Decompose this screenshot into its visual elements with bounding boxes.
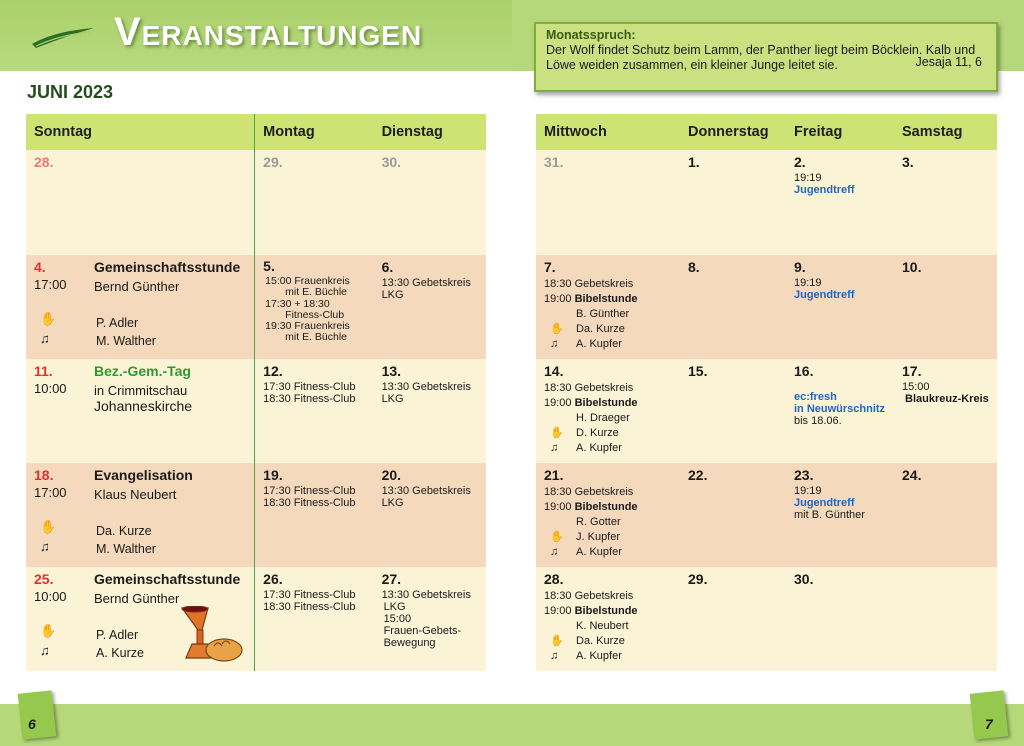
date: 3. xyxy=(902,154,914,170)
music-note-icon: ♫ xyxy=(40,643,50,658)
event-title: Jugendtreff xyxy=(794,497,855,509)
event-time: 17:00 xyxy=(34,277,67,292)
date: 5. xyxy=(263,258,275,274)
line: 15:00 xyxy=(383,613,412,625)
event-title: ec:fresh xyxy=(794,391,837,403)
cell-tuesday xyxy=(374,359,486,463)
line: 13:30 Gebetskreis xyxy=(381,381,471,393)
person: J. Kupfer xyxy=(576,531,621,543)
event-extra: bis 18.06. xyxy=(794,415,842,427)
event-time: 19:00 xyxy=(544,605,572,617)
calendar-right xyxy=(536,114,997,671)
date: 6. xyxy=(381,259,394,275)
date: 8. xyxy=(688,259,700,275)
date: 2. xyxy=(794,154,806,170)
cell-wednesday xyxy=(536,150,680,255)
event-time: 19:00 xyxy=(544,397,572,409)
date: 13. xyxy=(381,363,402,379)
cell-wednesday xyxy=(536,463,680,567)
event-line: 18:30 Gebetskreis xyxy=(544,382,634,394)
person: Da. Kurze xyxy=(576,323,625,335)
event-location: in Neuwürschnitz xyxy=(794,403,886,415)
cell-tuesday xyxy=(374,150,486,255)
event-title: Evangelisation xyxy=(94,467,193,483)
event-title: Jugendtreff xyxy=(794,289,855,301)
event-time: 10:00 xyxy=(34,589,67,604)
cell-tuesday xyxy=(374,255,486,359)
date: 1. xyxy=(688,154,700,170)
person: A. Kupfer xyxy=(576,338,622,350)
event-title: Bibelstunde xyxy=(574,293,638,305)
person: K. Neubert xyxy=(576,620,629,632)
date: 28. xyxy=(34,154,54,170)
line: 17:30 Fitness-Club xyxy=(263,589,356,601)
event-title: Bibelstunde xyxy=(574,397,638,409)
music-note-icon: ♫ xyxy=(550,442,559,454)
cell-friday xyxy=(786,150,894,255)
date: 7. xyxy=(544,259,556,275)
line: LKG xyxy=(383,601,406,613)
date: 15. xyxy=(688,363,708,379)
event-line: 18:30 Gebetskreis xyxy=(544,590,634,602)
date: 21. xyxy=(544,467,564,483)
music-note-icon: ♫ xyxy=(550,546,559,558)
date: 26. xyxy=(263,571,283,587)
line: LKG xyxy=(381,393,404,405)
brush-stroke-icon xyxy=(30,26,96,50)
hand-icon: ✋ xyxy=(550,635,564,647)
cell-friday xyxy=(786,359,894,463)
hand-icon: ✋ xyxy=(550,323,564,335)
person: R. Gotter xyxy=(576,516,621,528)
line: Frauen-Gebets- xyxy=(383,625,462,637)
day-header-freitag: Freitag xyxy=(786,114,894,150)
event-detail: Bernd Günther xyxy=(94,279,180,294)
cell-friday xyxy=(786,463,894,567)
page-tab-left xyxy=(18,690,57,739)
monatsspruch-box xyxy=(534,22,998,92)
event-time: 19:00 xyxy=(544,293,572,305)
cell-saturday xyxy=(894,463,997,567)
spruch-reference: Jesaja 11, 6 xyxy=(915,55,982,69)
date: 29. xyxy=(263,154,283,170)
event-title: Gemeinschaftsstunde xyxy=(94,571,241,587)
cell-saturday xyxy=(894,359,997,463)
date: 12. xyxy=(263,363,283,379)
line: LKG xyxy=(381,497,404,509)
cell-thursday xyxy=(680,255,786,359)
cell-thursday xyxy=(680,359,786,463)
event-time: 19:19 xyxy=(794,277,822,289)
date: 16. xyxy=(794,363,814,379)
event-detail: Klaus Neubert xyxy=(94,487,177,502)
hand-icon: ✋ xyxy=(40,311,57,326)
date: 19. xyxy=(263,467,283,483)
line: 17:30 Fitness-Club xyxy=(263,381,356,393)
person: A. Kupfer xyxy=(576,650,622,662)
person: Da. Kurze xyxy=(96,524,152,538)
person: Da. Kurze xyxy=(576,635,625,647)
person: B. Günther xyxy=(576,308,630,320)
line: Bewegung xyxy=(383,637,436,649)
event-extra: mit B. Günther xyxy=(794,509,865,521)
date: 20. xyxy=(381,467,402,483)
event-time: 17:00 xyxy=(34,485,67,500)
date: 24. xyxy=(902,467,922,483)
cell-monday xyxy=(255,255,374,359)
event-time: 19:00 xyxy=(544,501,572,513)
cell-monday xyxy=(255,567,374,671)
day-header-sonntag: Sonntag xyxy=(26,114,255,150)
music-note-icon: ♫ xyxy=(550,338,559,350)
spruch-text: Der Wolf findet Schutz beim Lamm, der Panther liegt beim Böcklein. Kalb und Löwe weiden zusammen, ein kleiner Junge leitet sie. xyxy=(546,43,976,72)
cell-thursday xyxy=(680,567,786,671)
month-heading: JUNI 2023 xyxy=(27,82,114,102)
page-number-left: 6 xyxy=(28,716,36,732)
music-note-icon: ♫ xyxy=(40,539,50,554)
hand-icon: ✋ xyxy=(550,531,564,543)
calendar-left xyxy=(26,114,486,671)
event-title: Jugendtreff xyxy=(794,184,855,196)
person: A. Kupfer xyxy=(576,442,622,454)
hand-icon: ✋ xyxy=(40,623,57,638)
cell-monday xyxy=(255,150,374,255)
date: 4. xyxy=(34,259,46,275)
cell-sunday xyxy=(26,255,255,359)
line: mit E. Büchle xyxy=(285,331,348,344)
cell-monday xyxy=(255,359,374,463)
page-tab-right xyxy=(970,690,1009,739)
line: 13:30 Gebetskreis xyxy=(381,485,471,497)
line: 18:30 Fitness-Club xyxy=(263,393,356,405)
day-header-montag: Montag xyxy=(255,114,374,150)
event-detail: in Crimmitschau xyxy=(94,383,188,398)
cell-tuesday xyxy=(374,463,486,567)
cell-sunday xyxy=(26,463,255,567)
cell-saturday xyxy=(894,567,997,671)
event-time: 19:19 xyxy=(794,485,822,497)
event-time: 10:00 xyxy=(34,381,67,396)
event-line: 18:30 Gebetskreis xyxy=(544,486,634,498)
cell-sunday xyxy=(26,150,255,255)
person: M. Walther xyxy=(96,334,156,348)
date: 11. xyxy=(34,363,53,379)
cell-saturday xyxy=(894,150,997,255)
person: P. Adler xyxy=(96,628,139,642)
cell-monday xyxy=(255,463,374,567)
person: P. Adler xyxy=(96,316,139,330)
line: 19:30 Frauenkreis xyxy=(265,320,350,333)
person: A. Kurze xyxy=(96,646,144,660)
hand-icon: ✋ xyxy=(550,427,564,439)
date: 27. xyxy=(381,571,402,587)
cell-wednesday xyxy=(536,567,680,671)
date: 18. xyxy=(34,467,54,483)
line: mit E. Büchle xyxy=(285,286,348,299)
event-title: Bibelstunde xyxy=(574,605,638,617)
person: D. Kurze xyxy=(576,427,619,439)
date: 10. xyxy=(902,259,922,275)
line: 13:30 Gebetskreis xyxy=(381,589,471,601)
page-number-right: 7 xyxy=(985,716,993,732)
cell-friday xyxy=(786,255,894,359)
event-detail: Bernd Günther xyxy=(94,591,180,606)
date: 31. xyxy=(544,154,564,170)
date: 22. xyxy=(688,467,708,483)
event-title: Bez.-Gem.-Tag xyxy=(94,363,191,379)
cell-wednesday xyxy=(536,359,680,463)
cell-friday xyxy=(786,567,894,671)
cell-thursday xyxy=(680,150,786,255)
page-title: Veranstaltungen xyxy=(114,10,423,54)
line: LKG xyxy=(381,289,404,301)
date: 14. xyxy=(544,363,564,379)
event-time: 15:00 xyxy=(902,381,930,393)
day-header-samstag: Samstag xyxy=(894,114,997,150)
cell-sunday xyxy=(26,359,255,463)
date: 29. xyxy=(688,571,708,587)
line: 18:30 Fitness-Club xyxy=(263,497,356,509)
cell-thursday xyxy=(680,463,786,567)
cell-saturday xyxy=(894,255,997,359)
person: A. Kupfer xyxy=(576,546,622,558)
music-note-icon: ♫ xyxy=(40,331,50,346)
date: 30. xyxy=(794,571,814,587)
line: 13:30 Gebetskreis xyxy=(381,277,471,289)
line: 17:30 Fitness-Club xyxy=(263,485,356,497)
day-header-mittwoch: Mittwoch xyxy=(536,114,680,150)
spruch-heading: Monatsspruch: xyxy=(546,28,636,42)
line: 15:00 Frauenkreis xyxy=(265,275,350,288)
date: 25. xyxy=(34,571,54,587)
event-time: 19:19 xyxy=(794,172,822,184)
date: 9. xyxy=(794,259,806,275)
day-header-donnerstag: Donnerstag xyxy=(680,114,786,150)
communion-chalice-bread-icon xyxy=(178,606,244,664)
cell-tuesday xyxy=(374,567,486,671)
event-line: 18:30 Gebetskreis xyxy=(544,278,634,290)
line: Fitness-Club xyxy=(285,308,345,321)
date: 17. xyxy=(902,363,922,379)
date: 28. xyxy=(544,571,564,587)
day-header-dienstag: Dienstag xyxy=(374,114,486,150)
cell-wednesday xyxy=(536,255,680,359)
hand-icon: ✋ xyxy=(40,519,57,534)
event-title: Bibelstunde xyxy=(574,501,638,513)
date: 23. xyxy=(794,467,814,483)
line: 17:30 + 18:30 xyxy=(265,297,330,310)
event-detail-2: Johanneskirche xyxy=(94,398,193,414)
event-title: Gemeinschaftsstunde xyxy=(94,259,241,275)
line: 18:30 Fitness-Club xyxy=(263,601,356,613)
event-title: Blaukreuz-Kreis xyxy=(905,393,989,405)
person: M. Walther xyxy=(96,542,156,556)
footer-band xyxy=(0,704,1024,746)
person: H. Draeger xyxy=(576,412,630,424)
date: 30. xyxy=(381,154,402,170)
music-note-icon: ♫ xyxy=(550,650,559,662)
